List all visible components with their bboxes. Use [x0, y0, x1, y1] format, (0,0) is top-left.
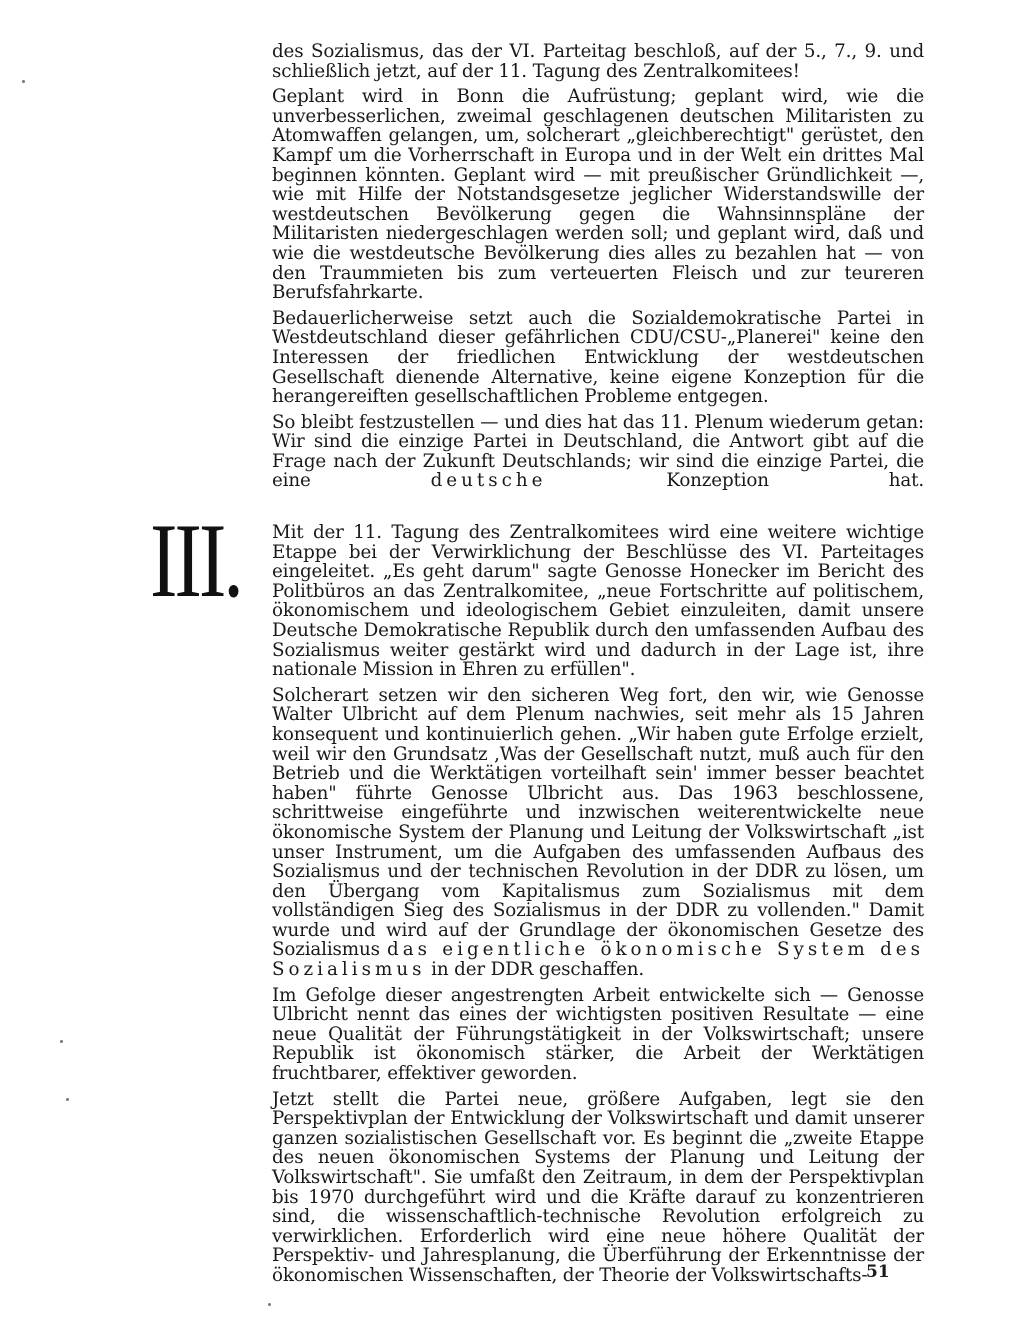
paper-speck: [60, 1040, 63, 1043]
paragraph: Im Gefolge dieser angestrengten Arbeit entwickelte sich — Genosse Ulbricht nennt das eines der wichtigsten positiven Resultate — eine neue Qualität der Führungstätigkeit in der Volkswirtschaft; unsere Republik ist ökonomisch stärker, die Arbeit der Werktätigen fruchtbarer, effektiver geworden.: [272, 984, 924, 1085]
paragraph: Bedauerlicherweise setzt auch die Sozialdemokratische Partei in Westdeutschland dieser gefährlichen CDU/CSU-„Planerei" keine den Interessen der friedlichen Entwicklung der westdeutschen Gesellschaft dienende Alternative, keine eigene Konzeption für die herangereiften gesellschaftlichen Probleme entgegen.: [272, 307, 924, 408]
paragraph-text: Konzeption hat.: [666, 470, 924, 492]
paragraph: [272, 686, 924, 980]
emphasized-text: das eigentliche ökonomische System des Sozialismus: [272, 939, 924, 981]
paragraph: Mit der 11. Tagung des Zentralkomitees wird eine weitere wichtige Etappe bei der Verwirklichung der Beschlüsse des VI. Parteitages eingeleitet. „Es geht darum" sagte Genosse Honecker im Bericht des Politbüros an das Zentralkomitee, „neue Fortschritte auf politischem, ökonomischem und ideologischem Gebiet einzuleiten, damit unsere Deutsche Demokratische Republik durch den umfassenden Aufbau des Sozialismus weiter gestärkt wird und dadurch in der Lage ist, ihre nationale Mission in Ehren zu erfüllen".: [272, 522, 924, 681]
paragraph: Jetzt stellt die Partei neue, größere Aufgaben, legt sie den Perspektivplan der Entwicklung der Volkswirtschaft und damit unserer ganzen sozialistischen Gesellschaft vor. Es beginnt die „zweite Etappe des neuen ökonomischen Systems der Planung und Leitung der Volkswirtschaft". Sie umfaßt den Zeitraum, in dem der Perspektivplan bis 1970 durchgeführt wird und die Kräfte darauf zu konzentrieren sind, die wissenschaftlich-technische Revolution erfolgreich zu verwirklichen. Erforderlich wird eine neue höhere Qualität der Perspektiv- und Jahresplanung, die Überführung der Erkenntnisse der ökonomischen Wissenschaften, der Theorie der Volkswirtschafts-: [272, 1088, 924, 1286]
lower-text-block: [272, 523, 924, 1292]
paper-speck: [268, 1303, 271, 1306]
paper-speck: [22, 80, 25, 83]
section-numeral: III.: [150, 502, 241, 619]
paragraph-text: Solcherart setzen wir den sicheren Weg fort, den wir, wie Genosse Walter Ulbricht auf dem Plenum nachwies, seit mehr als 15 Jahren konsequent und kontinuierlich gehen. „Wir haben gute Erfolge erzielt, weil wir den Grundsatz ‚Was der Gesellschaft nutzt, muß auch für den Betrieb und die Werktätigen vorteilhaft sein' immer besser beachtet haben" führte Genosse Ulbricht aus. Das 1963 beschlossene, schrittweise eingeführte und inzwischen weiterentwickelte neue ökonomische System der Planung und Leitung der Volkswirtschaft „ist unser Instrument, um die Aufgaben des umfassenden Aufbaus des Sozialismus und der technischen Revolution in der DDR zu lösen, um den Übergang vom Kapitalismus zum Sozialismus mit dem vollständigen Sieg des Sozialismus in der DDR zu vollenden." Damit wurde und wird auf der Grundlage der ökonomischen Gesetze des Sozialismus: [272, 684, 924, 961]
upper-text-block: [272, 42, 924, 497]
paragraph-text: in der DDR geschaffen.: [431, 959, 645, 981]
paragraph: Geplant wird in Bonn die Aufrüstung; geplant wird, wie die unverbesserlichen, zweimal geschlagenen deutschen Militaristen zu Atomwaffen gelangen, um, solcherart „gleichberechtigt" gerüstet, den Kampf um die Vorherrschaft in Europa und in der Welt ein drittes Mal beginnen könnten. Geplant wird — mit preußischer Gründlichkeit —, wie mit Hilfe der Notstandsgesetze jeglicher Widerstandswille der westdeutschen Bevölkerung gegen die Wahnsinnspläne der Militaristen niedergeschlagen werden soll; und geplant wird, daß und wie die westdeutsche Bevölkerung dies alles zu bezahlen hat — von den Traummieten bis zum verteuerten Fleisch und zur teureren Berufsfahrkarte.: [272, 86, 924, 304]
paragraph-text: So bleibt festzustellen — und dies hat das 11. Plenum wiederum getan: Wir sind die einzige Partei in Deutschland, die Antwort gibt auf die Frage nach der Zukunft Deutschlands; wir sind die einzige Partei, die eine: [272, 411, 924, 492]
paper-speck: [66, 1098, 69, 1101]
page-number: 51: [866, 1262, 890, 1282]
paragraph: [272, 413, 924, 491]
emphasized-text: deutsche: [430, 470, 547, 492]
paragraph: des Sozialismus, das der VI. Parteitag beschloß, auf der 5., 7., 9. und schließlich jetzt, auf der 11. Tagung des Zentralkomitees!: [272, 41, 924, 82]
